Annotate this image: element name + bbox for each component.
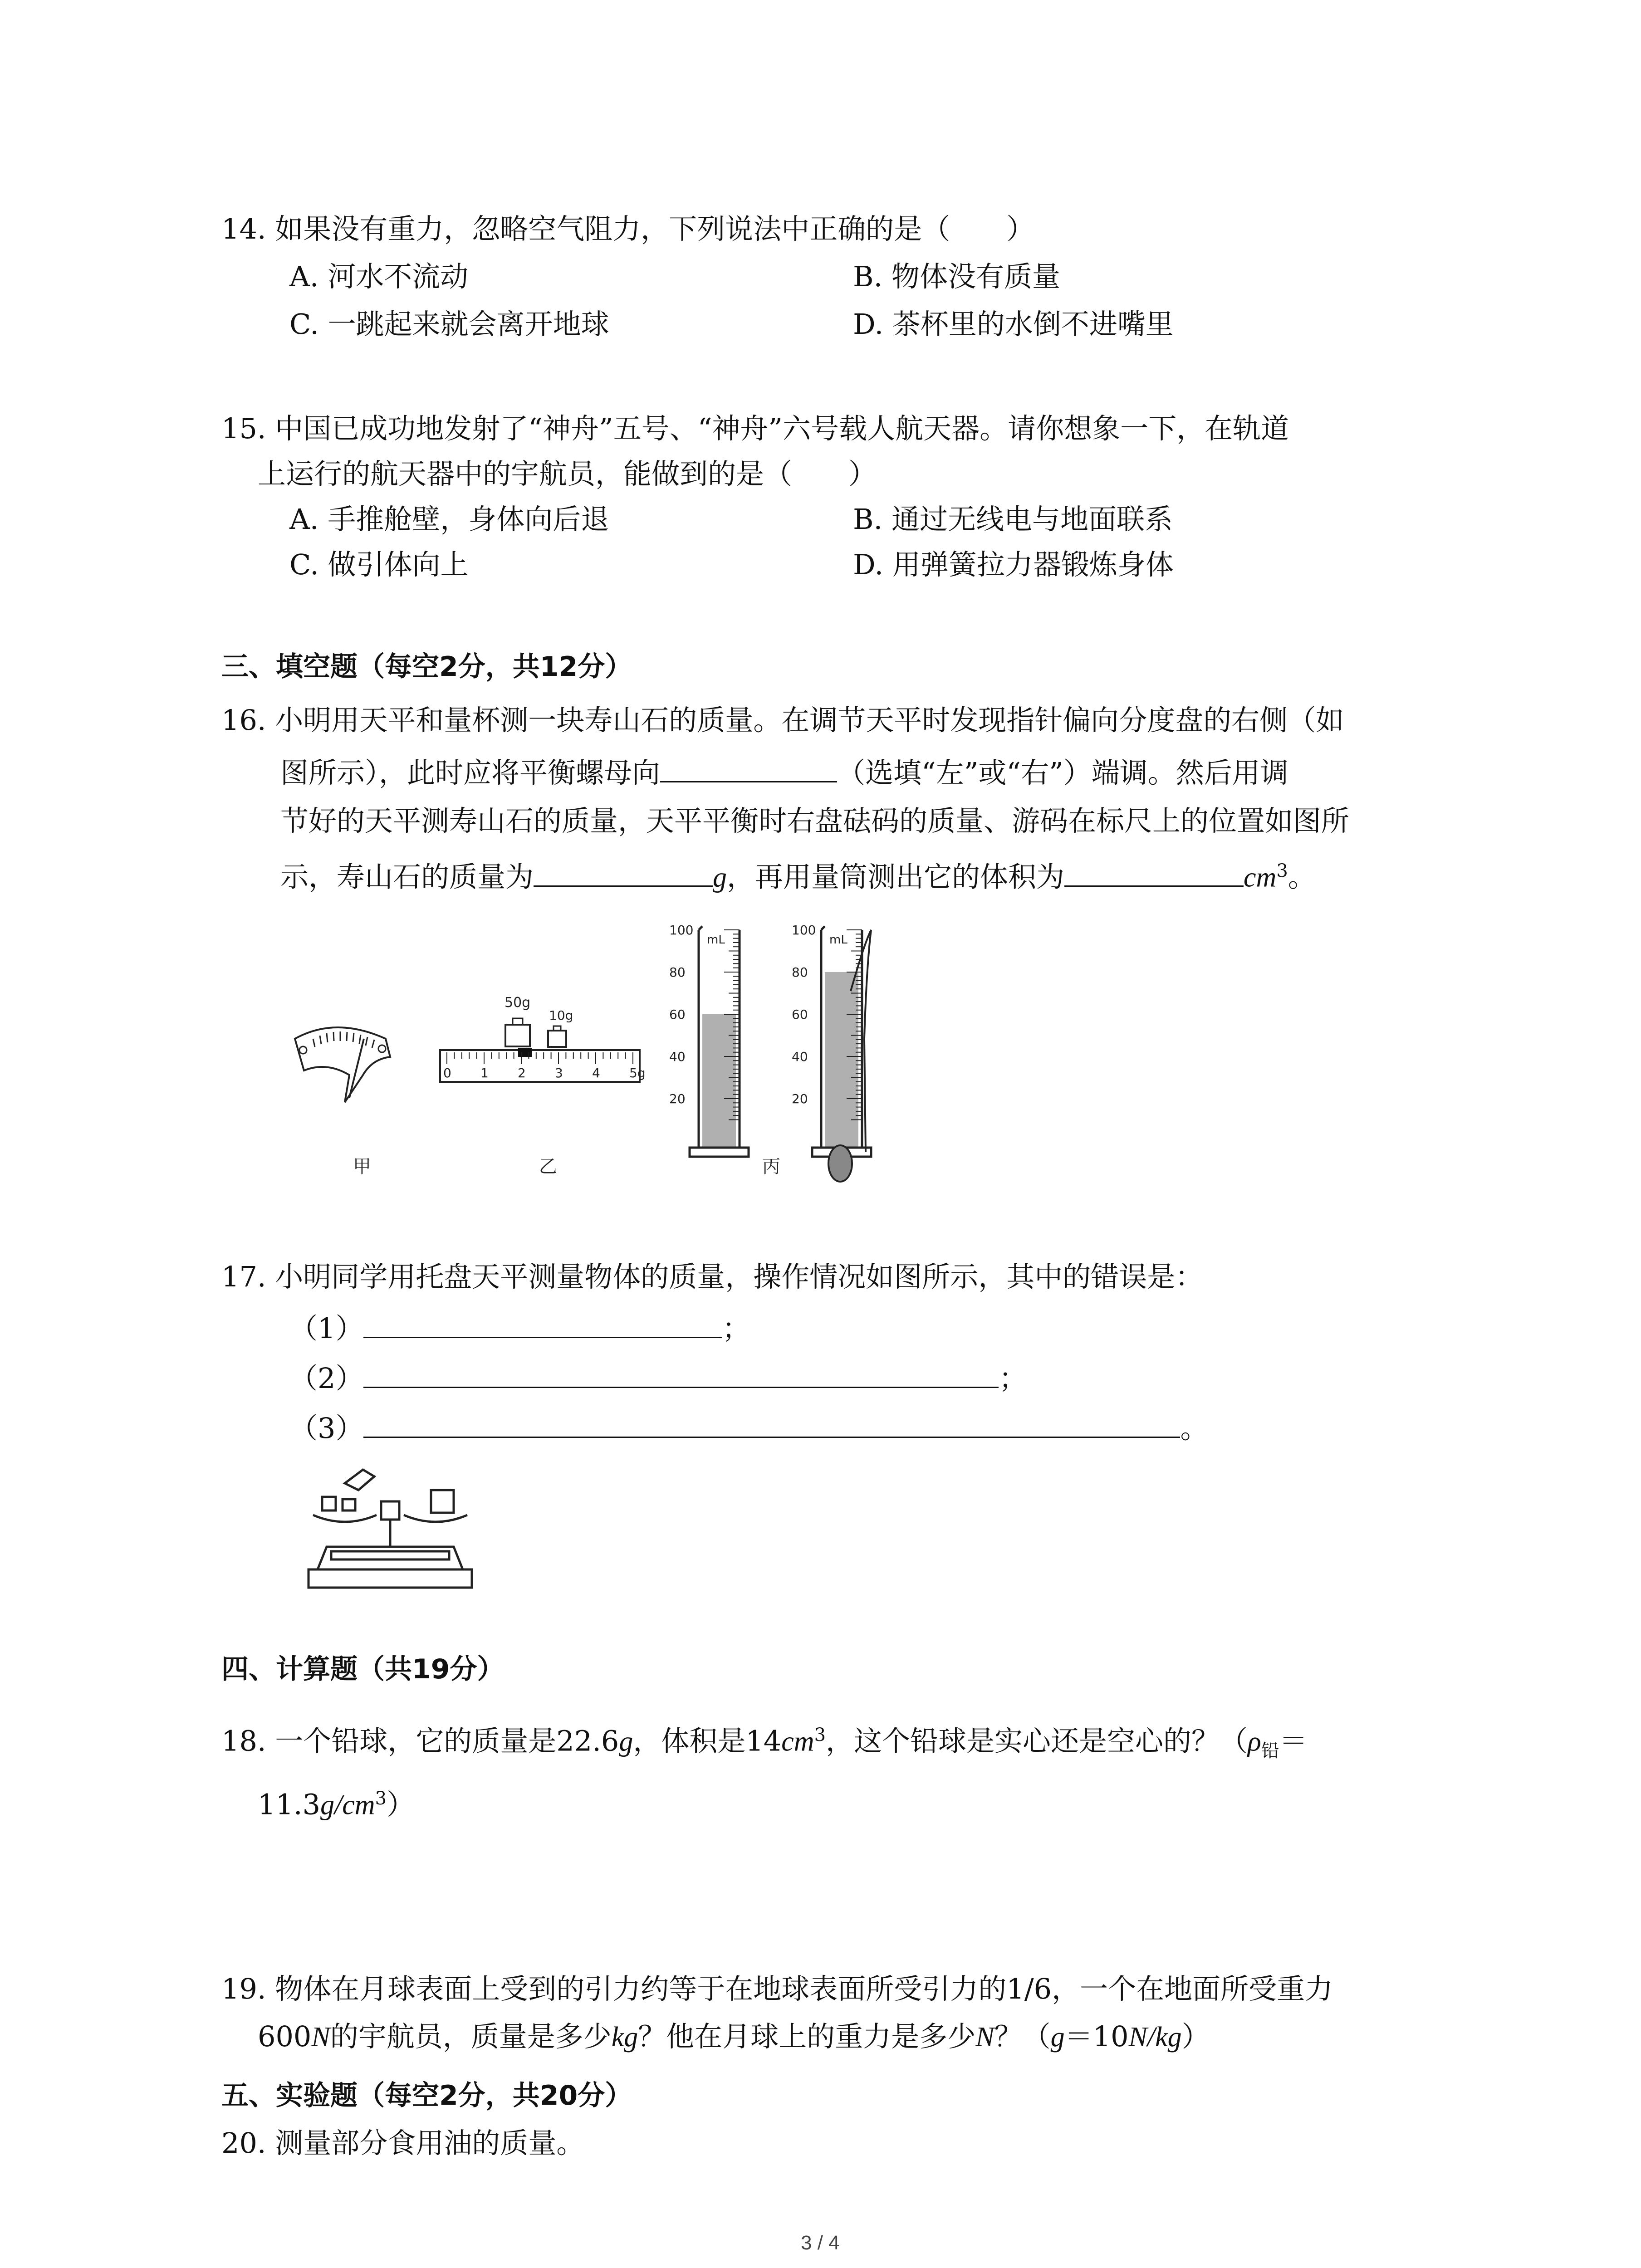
q19-text-d: ？（ (994, 2020, 1051, 2053)
q16-line2 (280, 753, 1288, 791)
q16-line4-text-a: 示，寿山石的质量为 (280, 860, 534, 894)
scale-tick-label: 0 (443, 1066, 451, 1080)
q17-blank-2[interactable] (363, 1359, 999, 1388)
q16-line4-text-b: ，再用量筒测出它的体积为 (727, 860, 1065, 894)
q19-unit-kg: kg (611, 2022, 638, 2053)
q14-option-d: D. 茶杯里的水倒不进嘴里 (853, 308, 1174, 341)
q17-balance-figure (295, 1465, 485, 1601)
q17-blank1-row (289, 1309, 750, 1347)
q16-line1: 16. 小明用天平和量杯测一块寿山石的质量。在调节天平时发现指针偏向分度盘的右侧（如 (221, 704, 1344, 737)
q17-blank-3[interactable] (363, 1408, 1180, 1438)
q16-unit-g: g (713, 862, 727, 893)
q19-unit-N: N (311, 2022, 330, 2053)
q18-density-sup: 3 (375, 1788, 387, 1809)
q16-unit-cm: cm (1244, 862, 1277, 893)
cylinder-tick-label: 80 (792, 965, 808, 980)
q18-density-unit: g/cm (320, 1789, 375, 1821)
q17-label-2: （2） (289, 1362, 364, 1395)
fig-label-bing: 丙 (762, 1156, 780, 1177)
q16-blank-volume[interactable] (1064, 857, 1244, 887)
cylinder-tick-label: 40 (669, 1049, 686, 1064)
fig-label-jia: 甲 (353, 1156, 371, 1177)
q17-blank3-row (289, 1408, 1208, 1447)
cylinder-unit: mL (707, 933, 725, 947)
cylinder-tick-label: 60 (669, 1007, 686, 1022)
q19-line1: 19. 物体在月球表面上受到的引力约等于在地球表面所受引力的1/6，一个在地面所受重力 (221, 1972, 1333, 2005)
cylinder-tick-label: 80 (669, 965, 686, 980)
q17-label-3: （3） (289, 1412, 364, 1445)
q16-blank-direction[interactable] (660, 753, 837, 782)
q18-unit-sup: 3 (814, 1725, 826, 1745)
q19-unit-N2: N (975, 2022, 994, 2053)
q16-line2-text-b: （选填“左”或“右”）端调。然后用调 (837, 756, 1288, 789)
q16-line4-end: 。 (1288, 860, 1316, 894)
q18-line2 (258, 1780, 415, 1823)
q16-figure (281, 903, 939, 1211)
scale-tick-label: 4 (592, 1066, 600, 1080)
q18-text-a: 18. 一个铅球，它的质量是22.6 (221, 1724, 619, 1758)
cylinder-tick-label: 40 (792, 1049, 808, 1064)
weights-and-scale (440, 995, 646, 1082)
liquid (702, 1014, 736, 1148)
q18-rho: ρ (1248, 1726, 1261, 1757)
q17-end-2: ； (999, 1362, 1027, 1395)
q19-text-a: 600 (258, 2020, 312, 2053)
q19-text-c: ？他在月球上的重力是多少 (638, 2020, 976, 2053)
weight-10g-label: 10g (549, 1008, 573, 1023)
cylinder-tick-label: 20 (792, 1091, 808, 1106)
q15-stem-line2: 上运行的航天器中的宇航员，能做到的是（ ） (258, 457, 877, 490)
q15-stem-line1: 15. 中国已成功地发射了“神舟”五号、“神舟”六号载人航天器。请你想象一下，在轨道 (221, 412, 1289, 445)
liquid (825, 972, 858, 1148)
scale-tick-label: 2 (518, 1066, 526, 1080)
q15-option-a: A. 手推舱壁，身体向后退 (289, 503, 609, 536)
stone (828, 1145, 852, 1182)
q18-line1 (221, 1717, 1308, 1769)
balance-dial-plate (295, 1027, 390, 1102)
q16-unit-sup: 3 (1276, 860, 1288, 881)
section3-heading: 三、填空题（每空2分，共12分） (221, 651, 632, 683)
fig-label-yi: 乙 (539, 1156, 557, 1177)
q18-unit-cm: cm (781, 1726, 814, 1757)
q20-stem: 20. 测量部分食用油的质量。 (221, 2126, 585, 2160)
q17-end-3: 。 (1180, 1412, 1209, 1445)
cylinder-unit: mL (829, 933, 847, 947)
weight-50g-label: 50g (505, 995, 531, 1011)
q19-line2 (258, 2019, 1210, 2055)
q18-unit-g: g (619, 1726, 633, 1757)
rider (518, 1048, 532, 1057)
q18-line2-end: ） (387, 1788, 415, 1821)
q18-density-value: 11.3 (258, 1788, 321, 1821)
cylinder-tick-label: 100 (792, 923, 816, 938)
scale-tick-label: 5g (629, 1066, 646, 1080)
page-number: 3 / 4 (801, 2232, 840, 2254)
scale-tick-label: 3 (555, 1066, 563, 1080)
q16-blank-mass[interactable] (534, 857, 713, 887)
cylinder-before (669, 923, 749, 1157)
q14-option-b: B. 物体没有质量 (853, 260, 1060, 293)
cylinder-tick-label: 100 (669, 923, 694, 938)
q16-line4 (280, 853, 1316, 896)
q18-rho-sub: 铅 (1261, 1740, 1279, 1762)
q19-unit-nkg: N/kg (1128, 2022, 1182, 2053)
q19-text-b: 的宇航员，质量是多少 (330, 2020, 612, 2053)
section4-heading: 四、计算题（共19分） (221, 1653, 505, 1685)
cylinder-tick-label: 60 (792, 1007, 808, 1022)
q15-option-c: C. 做引体向上 (289, 548, 469, 581)
q18-text-d: ＝ (1279, 1724, 1308, 1758)
q19-g: g (1050, 2022, 1065, 2053)
q15-option-b: B. 通过无线电与地面联系 (853, 503, 1173, 536)
section5-heading: 五、实验题（每空2分，共20分） (221, 2080, 632, 2112)
q18-text-b: ，体积是14 (633, 1724, 782, 1758)
q16-line3: 节好的天平测寿山石的质量，天平平衡时右盘砝码的质量、游码在标尺上的位置如图所 (280, 804, 1350, 837)
q17-blank-1[interactable] (363, 1309, 722, 1338)
cylinder-after (792, 923, 871, 1157)
q14-option-a: A. 河水不流动 (289, 260, 469, 293)
cylinder-tick-label: 20 (669, 1091, 686, 1106)
q17-label-1: （1） (289, 1312, 364, 1345)
q17-stem: 17. 小明同学用托盘天平测量物体的质量，操作情况如图所示，其中的错误是： (221, 1260, 1204, 1293)
q17-end-1: ； (722, 1312, 750, 1345)
q15-option-d: D. 用弹簧拉力器锻炼身体 (853, 548, 1174, 581)
q19-text-e: ＝10 (1064, 2020, 1129, 2053)
q14-option-c: C. 一跳起来就会离开地球 (289, 308, 609, 341)
scale-tick-label: 1 (480, 1066, 489, 1080)
q19-text-f: ） (1181, 2020, 1210, 2053)
q17-blank2-row (289, 1359, 1027, 1397)
q14-stem: 14. 如果没有重力，忽略空气阻力，下列说法中正确的是（ ） (221, 212, 1035, 245)
q16-line2-text-a: 图所示），此时应将平衡螺母向 (280, 756, 661, 789)
q18-text-c: ，这个铅球是实心还是空心的？（ (826, 1724, 1248, 1758)
